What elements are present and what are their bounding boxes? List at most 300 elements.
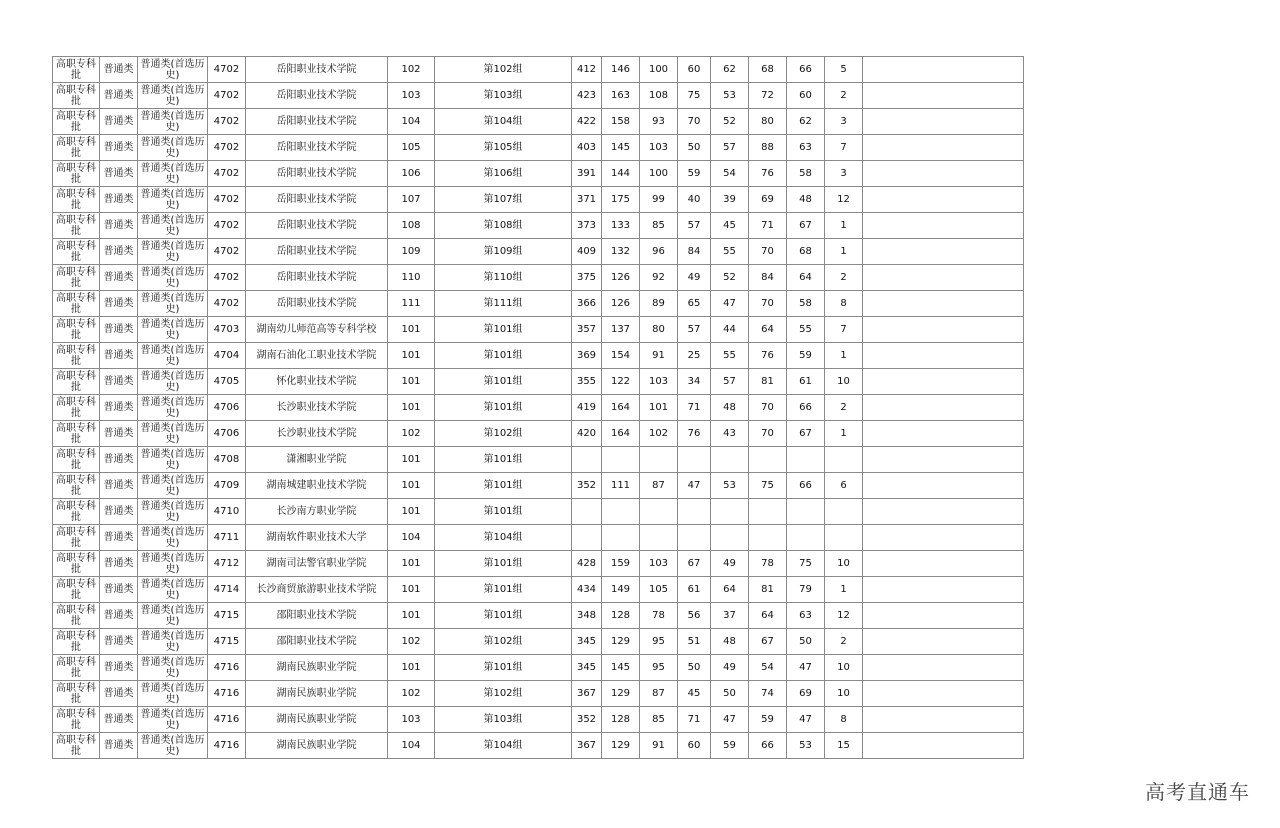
cell-second-subject-score: 59 — [749, 707, 787, 733]
cell-third-subject-score: 69 — [787, 681, 825, 707]
cell-group-code: 101 — [388, 551, 435, 577]
cell-batch: 高职专科批 — [53, 135, 100, 161]
cell-group-code: 105 — [388, 135, 435, 161]
cell-rank-count: 7 — [825, 135, 863, 161]
cell-group-code: 101 — [388, 343, 435, 369]
cell-rank-count: 7 — [825, 317, 863, 343]
cell-third-subject-score: 67 — [787, 421, 825, 447]
cell-history-score: 55 — [711, 343, 749, 369]
cell-group-code: 101 — [388, 447, 435, 473]
cell-category: 普通类 — [100, 577, 138, 603]
cell-group-code: 101 — [388, 577, 435, 603]
cell-notes — [863, 343, 1024, 369]
table-row — [53, 317, 1024, 343]
cell-group-code: 103 — [388, 83, 435, 109]
cell-chinese-score: 128 — [602, 707, 640, 733]
cell-second-subject-score: 76 — [749, 161, 787, 187]
cell-category: 普通类 — [100, 603, 138, 629]
cell-batch: 高职专科批 — [53, 629, 100, 655]
cell-total-score — [572, 525, 602, 551]
cell-batch: 高职专科批 — [53, 681, 100, 707]
cell-math-score: 103 — [640, 551, 678, 577]
cell-math-score: 91 — [640, 343, 678, 369]
cell-notes — [863, 213, 1024, 239]
cell-third-subject-score: 63 — [787, 603, 825, 629]
cell-rank-count: 1 — [825, 343, 863, 369]
cell-third-subject-score — [787, 447, 825, 473]
cell-foreign-language-score: 60 — [678, 733, 711, 759]
cell-history-score: 53 — [711, 83, 749, 109]
cell-notes — [863, 135, 1024, 161]
cell-history-score: 44 — [711, 317, 749, 343]
cell-batch: 高职专科批 — [53, 421, 100, 447]
cell-history-score: 48 — [711, 629, 749, 655]
cell-history-score: 55 — [711, 239, 749, 265]
cell-total-score: 352 — [572, 473, 602, 499]
cell-school-name: 湖南民族职业学院 — [246, 655, 388, 681]
cell-total-score: 355 — [572, 369, 602, 395]
cell-rank-count: 1 — [825, 577, 863, 603]
cell-school-code: 4709 — [208, 473, 246, 499]
cell-group-name: 第102组 — [435, 629, 572, 655]
cell-total-score: 412 — [572, 57, 602, 83]
cell-third-subject-score: 48 — [787, 187, 825, 213]
cell-group-code: 108 — [388, 213, 435, 239]
cell-school-code: 4716 — [208, 707, 246, 733]
cell-group-name: 第101组 — [435, 317, 572, 343]
cell-third-subject-score: 59 — [787, 343, 825, 369]
cell-math-score: 100 — [640, 161, 678, 187]
cell-group-code: 101 — [388, 655, 435, 681]
cell-group-code: 104 — [388, 109, 435, 135]
cell-school-name: 湖南软件职业技术大学 — [246, 525, 388, 551]
cell-school-name: 长沙职业技术学院 — [246, 421, 388, 447]
cell-notes — [863, 681, 1024, 707]
cell-third-subject-score: 55 — [787, 317, 825, 343]
cell-history-score: 49 — [711, 655, 749, 681]
cell-chinese-score: 154 — [602, 343, 640, 369]
cell-group-name: 第101组 — [435, 447, 572, 473]
cell-math-score: 99 — [640, 187, 678, 213]
cell-rank-count: 3 — [825, 109, 863, 135]
cell-chinese-score: 129 — [602, 681, 640, 707]
cell-second-subject-score: 80 — [749, 109, 787, 135]
cell-subject-type: 普通类(首选历史) — [138, 421, 208, 447]
cell-second-subject-score: 54 — [749, 655, 787, 681]
cell-group-name: 第101组 — [435, 655, 572, 681]
cell-school-name: 湖南司法警官职业学院 — [246, 551, 388, 577]
cell-school-name: 湖南幼儿师范高等专科学校 — [246, 317, 388, 343]
cell-third-subject-score: 50 — [787, 629, 825, 655]
table-row — [53, 369, 1024, 395]
cell-second-subject-score: 74 — [749, 681, 787, 707]
cell-history-score: 45 — [711, 213, 749, 239]
cell-group-name: 第111组 — [435, 291, 572, 317]
cell-rank-count: 8 — [825, 707, 863, 733]
cell-total-score: 357 — [572, 317, 602, 343]
cell-total-score — [572, 499, 602, 525]
cell-school-code: 4711 — [208, 525, 246, 551]
cell-subject-type: 普通类(首选历史) — [138, 603, 208, 629]
cell-category: 普通类 — [100, 395, 138, 421]
cell-math-score: 95 — [640, 655, 678, 681]
cell-total-score: 375 — [572, 265, 602, 291]
table-row — [53, 343, 1024, 369]
cell-group-name: 第106组 — [435, 161, 572, 187]
cell-foreign-language-score: 59 — [678, 161, 711, 187]
cell-chinese-score: 159 — [602, 551, 640, 577]
cell-foreign-language-score: 47 — [678, 473, 711, 499]
cell-foreign-language-score: 65 — [678, 291, 711, 317]
cell-batch: 高职专科批 — [53, 317, 100, 343]
cell-group-name: 第102组 — [435, 57, 572, 83]
cell-rank-count: 10 — [825, 551, 863, 577]
cell-group-name: 第110组 — [435, 265, 572, 291]
cell-notes — [863, 473, 1024, 499]
cell-category: 普通类 — [100, 629, 138, 655]
cell-batch: 高职专科批 — [53, 525, 100, 551]
cell-chinese-score: 132 — [602, 239, 640, 265]
cell-subject-type: 普通类(首选历史) — [138, 447, 208, 473]
cell-category: 普通类 — [100, 239, 138, 265]
cell-category: 普通类 — [100, 369, 138, 395]
cell-category: 普通类 — [100, 655, 138, 681]
cell-third-subject-score: 63 — [787, 135, 825, 161]
cell-foreign-language-score: 57 — [678, 213, 711, 239]
cell-rank-count: 1 — [825, 421, 863, 447]
cell-history-score: 48 — [711, 395, 749, 421]
cell-subject-type: 普通类(首选历史) — [138, 551, 208, 577]
cell-rank-count: 3 — [825, 161, 863, 187]
cell-history-score: 64 — [711, 577, 749, 603]
cell-group-name: 第102组 — [435, 681, 572, 707]
cell-group-name: 第104组 — [435, 733, 572, 759]
table-row — [53, 291, 1024, 317]
cell-school-name: 岳阳职业技术学院 — [246, 265, 388, 291]
cell-school-code: 4716 — [208, 681, 246, 707]
table-row — [53, 473, 1024, 499]
cell-rank-count — [825, 447, 863, 473]
cell-subject-type: 普通类(首选历史) — [138, 629, 208, 655]
cell-batch: 高职专科批 — [53, 187, 100, 213]
cell-group-name: 第109组 — [435, 239, 572, 265]
cell-subject-type: 普通类(首选历史) — [138, 733, 208, 759]
cell-batch: 高职专科批 — [53, 473, 100, 499]
cell-subject-type: 普通类(首选历史) — [138, 525, 208, 551]
cell-chinese-score: 137 — [602, 317, 640, 343]
cell-group-code: 107 — [388, 187, 435, 213]
cell-rank-count — [825, 525, 863, 551]
cell-category: 普通类 — [100, 213, 138, 239]
cell-history-score: 52 — [711, 265, 749, 291]
cell-math-score: 96 — [640, 239, 678, 265]
cell-chinese-score: 163 — [602, 83, 640, 109]
cell-batch: 高职专科批 — [53, 551, 100, 577]
cell-category: 普通类 — [100, 343, 138, 369]
cell-group-code: 101 — [388, 499, 435, 525]
cell-batch: 高职专科批 — [53, 343, 100, 369]
cell-group-name: 第103组 — [435, 83, 572, 109]
cell-chinese-score: 175 — [602, 187, 640, 213]
cell-chinese-score: 126 — [602, 265, 640, 291]
cell-batch: 高职专科批 — [53, 499, 100, 525]
cell-group-code: 101 — [388, 369, 435, 395]
cell-school-name: 岳阳职业技术学院 — [246, 57, 388, 83]
cell-math-score: 92 — [640, 265, 678, 291]
cell-total-score: 391 — [572, 161, 602, 187]
cell-math-score: 89 — [640, 291, 678, 317]
cell-group-code: 110 — [388, 265, 435, 291]
cell-third-subject-score: 61 — [787, 369, 825, 395]
cell-second-subject-score: 84 — [749, 265, 787, 291]
cell-batch: 高职专科批 — [53, 603, 100, 629]
cell-total-score: 367 — [572, 681, 602, 707]
cell-school-name: 岳阳职业技术学院 — [246, 291, 388, 317]
cell-subject-type: 普通类(首选历史) — [138, 135, 208, 161]
cell-second-subject-score: 76 — [749, 343, 787, 369]
cell-total-score: 428 — [572, 551, 602, 577]
cell-total-score: 423 — [572, 83, 602, 109]
cell-notes — [863, 629, 1024, 655]
cell-group-name: 第101组 — [435, 551, 572, 577]
cell-chinese-score: 129 — [602, 733, 640, 759]
cell-rank-count: 2 — [825, 265, 863, 291]
cell-batch: 高职专科批 — [53, 213, 100, 239]
cell-group-name: 第101组 — [435, 577, 572, 603]
table-row — [53, 161, 1024, 187]
table-row — [53, 733, 1024, 759]
cell-group-code: 104 — [388, 525, 435, 551]
cell-total-score: 434 — [572, 577, 602, 603]
cell-notes — [863, 655, 1024, 681]
table-row — [53, 603, 1024, 629]
cell-third-subject-score: 47 — [787, 655, 825, 681]
cell-notes — [863, 161, 1024, 187]
cell-batch: 高职专科批 — [53, 577, 100, 603]
cell-subject-type: 普通类(首选历史) — [138, 187, 208, 213]
cell-subject-type: 普通类(首选历史) — [138, 707, 208, 733]
cell-total-score: 345 — [572, 655, 602, 681]
cell-school-code: 4708 — [208, 447, 246, 473]
cell-subject-type: 普通类(首选历史) — [138, 213, 208, 239]
cell-math-score — [640, 447, 678, 473]
cell-notes — [863, 291, 1024, 317]
cell-notes — [863, 577, 1024, 603]
cell-history-score: 57 — [711, 135, 749, 161]
cell-school-name: 长沙职业技术学院 — [246, 395, 388, 421]
cell-history-score: 62 — [711, 57, 749, 83]
cell-notes — [863, 499, 1024, 525]
cell-history-score: 54 — [711, 161, 749, 187]
cell-category: 普通类 — [100, 707, 138, 733]
cell-chinese-score: 149 — [602, 577, 640, 603]
cell-school-code: 4714 — [208, 577, 246, 603]
cell-batch: 高职专科批 — [53, 447, 100, 473]
cell-group-code: 106 — [388, 161, 435, 187]
cell-math-score — [640, 499, 678, 525]
cell-math-score: 102 — [640, 421, 678, 447]
cell-rank-count: 6 — [825, 473, 863, 499]
cell-chinese-score: 133 — [602, 213, 640, 239]
cell-group-name: 第101组 — [435, 499, 572, 525]
cell-group-code: 111 — [388, 291, 435, 317]
cell-chinese-score: 164 — [602, 421, 640, 447]
cell-foreign-language-score: 67 — [678, 551, 711, 577]
cell-math-score: 105 — [640, 577, 678, 603]
cell-history-score: 50 — [711, 681, 749, 707]
cell-chinese-score: 111 — [602, 473, 640, 499]
cell-group-name: 第103组 — [435, 707, 572, 733]
cell-school-name: 岳阳职业技术学院 — [246, 83, 388, 109]
cell-total-score: 403 — [572, 135, 602, 161]
table-row — [53, 525, 1024, 551]
cell-third-subject-score — [787, 499, 825, 525]
cell-rank-count: 5 — [825, 57, 863, 83]
cell-third-subject-score: 75 — [787, 551, 825, 577]
cell-second-subject-score — [749, 447, 787, 473]
cell-rank-count: 10 — [825, 655, 863, 681]
cell-foreign-language-score: 49 — [678, 265, 711, 291]
cell-chinese-score: 122 — [602, 369, 640, 395]
cell-school-code: 4702 — [208, 161, 246, 187]
cell-history-score: 47 — [711, 291, 749, 317]
cell-chinese-score: 129 — [602, 629, 640, 655]
cell-group-name: 第108组 — [435, 213, 572, 239]
cell-category: 普通类 — [100, 135, 138, 161]
cell-history-score — [711, 525, 749, 551]
cell-category: 普通类 — [100, 499, 138, 525]
cell-history-score: 57 — [711, 369, 749, 395]
cell-subject-type: 普通类(首选历史) — [138, 681, 208, 707]
cell-batch: 高职专科批 — [53, 57, 100, 83]
cell-category: 普通类 — [100, 551, 138, 577]
cell-history-score: 37 — [711, 603, 749, 629]
cell-school-name: 岳阳职业技术学院 — [246, 109, 388, 135]
cell-school-code: 4702 — [208, 239, 246, 265]
cell-group-name: 第104组 — [435, 525, 572, 551]
cell-school-name: 邵阳职业技术学院 — [246, 603, 388, 629]
cell-second-subject-score: 64 — [749, 317, 787, 343]
cell-group-code: 103 — [388, 707, 435, 733]
cell-batch: 高职专科批 — [53, 291, 100, 317]
cell-subject-type: 普通类(首选历史) — [138, 109, 208, 135]
cell-batch: 高职专科批 — [53, 707, 100, 733]
cell-total-score: 419 — [572, 395, 602, 421]
cell-foreign-language-score: 57 — [678, 317, 711, 343]
table-row — [53, 629, 1024, 655]
cell-category: 普通类 — [100, 187, 138, 213]
cell-rank-count: 1 — [825, 239, 863, 265]
table-row — [53, 551, 1024, 577]
cell-notes — [863, 109, 1024, 135]
cell-notes — [863, 733, 1024, 759]
cell-chinese-score: 164 — [602, 395, 640, 421]
cell-category: 普通类 — [100, 447, 138, 473]
cell-total-score: 366 — [572, 291, 602, 317]
cell-history-score — [711, 447, 749, 473]
cell-school-name: 长沙商贸旅游职业技术学院 — [246, 577, 388, 603]
cell-math-score: 85 — [640, 213, 678, 239]
cell-rank-count: 2 — [825, 629, 863, 655]
cell-school-code: 4702 — [208, 109, 246, 135]
cell-history-score — [711, 499, 749, 525]
cell-chinese-score — [602, 447, 640, 473]
table-row — [53, 707, 1024, 733]
cell-chinese-score — [602, 499, 640, 525]
cell-school-name: 岳阳职业技术学院 — [246, 161, 388, 187]
table-row — [53, 57, 1024, 83]
watermark-text: 高考直通车 — [1145, 780, 1250, 804]
cell-chinese-score — [602, 525, 640, 551]
cell-school-code: 4704 — [208, 343, 246, 369]
cell-second-subject-score — [749, 499, 787, 525]
cell-history-score: 52 — [711, 109, 749, 135]
cell-group-name: 第107组 — [435, 187, 572, 213]
cell-category: 普通类 — [100, 681, 138, 707]
cell-group-code: 101 — [388, 603, 435, 629]
cell-notes — [863, 395, 1024, 421]
cell-group-code: 101 — [388, 473, 435, 499]
cell-chinese-score: 144 — [602, 161, 640, 187]
cell-total-score: 352 — [572, 707, 602, 733]
cell-second-subject-score: 81 — [749, 577, 787, 603]
cell-second-subject-score: 78 — [749, 551, 787, 577]
cell-third-subject-score: 64 — [787, 265, 825, 291]
cell-foreign-language-score: 56 — [678, 603, 711, 629]
cell-batch: 高职专科批 — [53, 265, 100, 291]
cell-school-name: 长沙南方职业学院 — [246, 499, 388, 525]
cell-subject-type: 普通类(首选历史) — [138, 83, 208, 109]
cell-rank-count: 15 — [825, 733, 863, 759]
cell-third-subject-score: 66 — [787, 395, 825, 421]
table-row — [53, 239, 1024, 265]
cell-group-code: 102 — [388, 57, 435, 83]
cell-third-subject-score: 58 — [787, 291, 825, 317]
cell-second-subject-score: 71 — [749, 213, 787, 239]
cell-school-code: 4706 — [208, 421, 246, 447]
cell-group-code: 102 — [388, 421, 435, 447]
cell-second-subject-score: 66 — [749, 733, 787, 759]
cell-group-name: 第101组 — [435, 603, 572, 629]
cell-third-subject-score: 68 — [787, 239, 825, 265]
cell-group-name: 第101组 — [435, 473, 572, 499]
cell-notes — [863, 421, 1024, 447]
cell-group-name: 第104组 — [435, 109, 572, 135]
cell-school-code: 4702 — [208, 57, 246, 83]
cell-rank-count: 12 — [825, 603, 863, 629]
cell-school-code: 4712 — [208, 551, 246, 577]
cell-group-name: 第102组 — [435, 421, 572, 447]
table-row — [53, 109, 1024, 135]
cell-total-score: 420 — [572, 421, 602, 447]
cell-subject-type: 普通类(首选历史) — [138, 291, 208, 317]
cell-second-subject-score — [749, 525, 787, 551]
cell-group-code: 102 — [388, 629, 435, 655]
cell-subject-type: 普通类(首选历史) — [138, 343, 208, 369]
table-row — [53, 265, 1024, 291]
cell-chinese-score: 128 — [602, 603, 640, 629]
cell-category: 普通类 — [100, 57, 138, 83]
cell-history-score: 49 — [711, 551, 749, 577]
cell-rank-count: 10 — [825, 681, 863, 707]
cell-math-score: 103 — [640, 135, 678, 161]
cell-category: 普通类 — [100, 421, 138, 447]
cell-chinese-score: 145 — [602, 135, 640, 161]
cell-category: 普通类 — [100, 265, 138, 291]
cell-group-code: 109 — [388, 239, 435, 265]
cell-category: 普通类 — [100, 161, 138, 187]
cell-foreign-language-score: 76 — [678, 421, 711, 447]
